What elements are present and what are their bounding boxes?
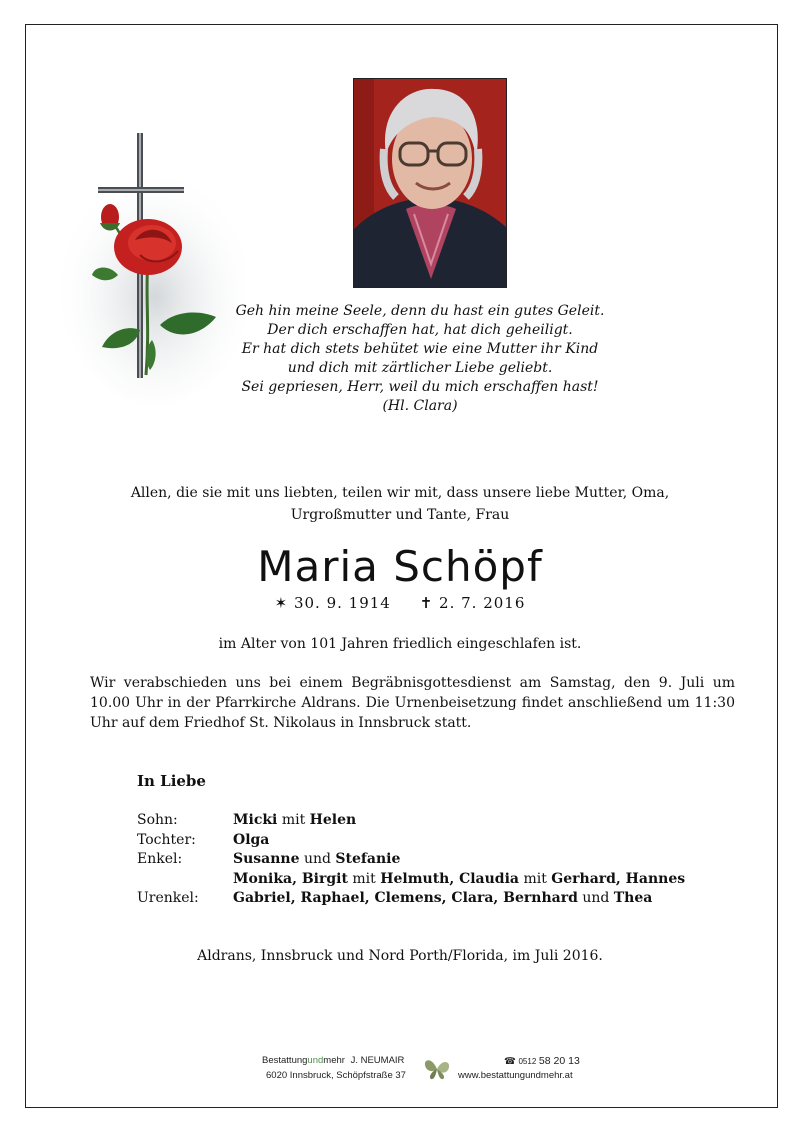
family-name: Gerhard, Hannes xyxy=(551,870,686,887)
address: 6020 Innsbruck, Schöpfstraße 37 xyxy=(266,1070,406,1081)
announcement xyxy=(60,482,740,526)
family-name: Gabriel, Raphael, Clemens, Clara, Bernhard xyxy=(233,890,578,906)
family-list xyxy=(137,812,685,910)
closing-line: Aldrans, Innsbruck und Nord Porth/Florida, im Juli 2016. xyxy=(197,948,603,964)
phone: ☎ 0512 58 20 13 xyxy=(504,1055,580,1067)
family-connector: und xyxy=(303,851,331,867)
brand: Bestattungundmehr J. NEUMAIR xyxy=(262,1055,405,1066)
poem xyxy=(150,302,690,416)
age-text: im Alter von 101 Jahren friedlich eingeschlafen ist. xyxy=(218,636,582,652)
life-dates xyxy=(60,594,740,612)
announcement-line: Allen, die sie mit uns liebten, teilen wir mit, dass unsere liebe Mutter, Oma, xyxy=(130,485,670,501)
poem-line: Geh hin meine Seele, denn du hast ein gutes Geleit. xyxy=(235,303,605,319)
death-date: 2. 7. 2016 xyxy=(439,594,526,612)
family-row-sohn xyxy=(137,812,685,832)
family-row-tochter xyxy=(137,832,685,852)
butterfly-logo-icon xyxy=(422,1055,452,1081)
family-row-enkel-2 xyxy=(137,871,685,891)
poem-line: Der dich erschaffen hat, hat dich geheiligt. xyxy=(267,322,573,338)
poem-line: Sei gepriesen, Herr, weil du mich erschaffen hast! xyxy=(241,379,599,395)
service-text: Wir verabschieden uns bei einem Begräbnisgottesdienst am Samstag, den 9. Juli um 10.00 Uhr in der Pfarrkirche Aldrans. Die Urnenbeisetzung findet anschließend um 11:30 Uhr auf dem Friedhof St. Nikolaus in Innsbruck statt. xyxy=(90,675,735,731)
family-name: Monika, Birgit xyxy=(233,870,348,887)
family-heading: In Liebe xyxy=(137,772,206,790)
family-label: Urenkel: xyxy=(137,890,199,906)
family-name: Helmuth, Claudia xyxy=(380,870,519,887)
birth-date: 30. 9. 1914 xyxy=(293,594,391,612)
family-label: Sohn: xyxy=(137,812,178,828)
poem-line: Er hat dich stets behütet wie eine Mutter ihr Kind xyxy=(241,341,599,357)
phone-icon: ☎ xyxy=(504,1056,516,1067)
family-name: Susanne xyxy=(233,851,300,867)
family-name: Thea xyxy=(613,890,653,906)
family-label: Tochter: xyxy=(137,831,196,848)
poem-attribution: (Hl. Clara) xyxy=(382,398,458,414)
family-name: Micki xyxy=(233,812,278,828)
death-cross-icon: ✝ xyxy=(419,594,434,612)
family-connector: mit xyxy=(352,870,376,887)
family-connector: und xyxy=(582,890,610,906)
family-connector: mit xyxy=(281,812,306,828)
birth-star-icon: ✶ xyxy=(274,594,289,612)
deceased-name: Maria Schöpf xyxy=(257,542,543,591)
family-row-urenkel xyxy=(137,890,685,910)
family-label: Enkel: xyxy=(137,851,183,867)
family-connector: mit xyxy=(523,870,547,887)
website-link[interactable]: www.bestattungundmehr.at xyxy=(458,1070,573,1081)
family-name: Stefanie xyxy=(335,851,401,867)
family-name: Olga xyxy=(233,831,270,848)
poem-line: und dich mit zärtlicher Liebe geliebt. xyxy=(287,360,553,376)
footer xyxy=(262,1055,582,1085)
announcement-line: Urgroßmutter und Tante, Frau xyxy=(290,507,510,523)
portrait-photo xyxy=(353,78,507,288)
family-row-enkel xyxy=(137,851,685,871)
family-name: Helen xyxy=(309,812,357,828)
